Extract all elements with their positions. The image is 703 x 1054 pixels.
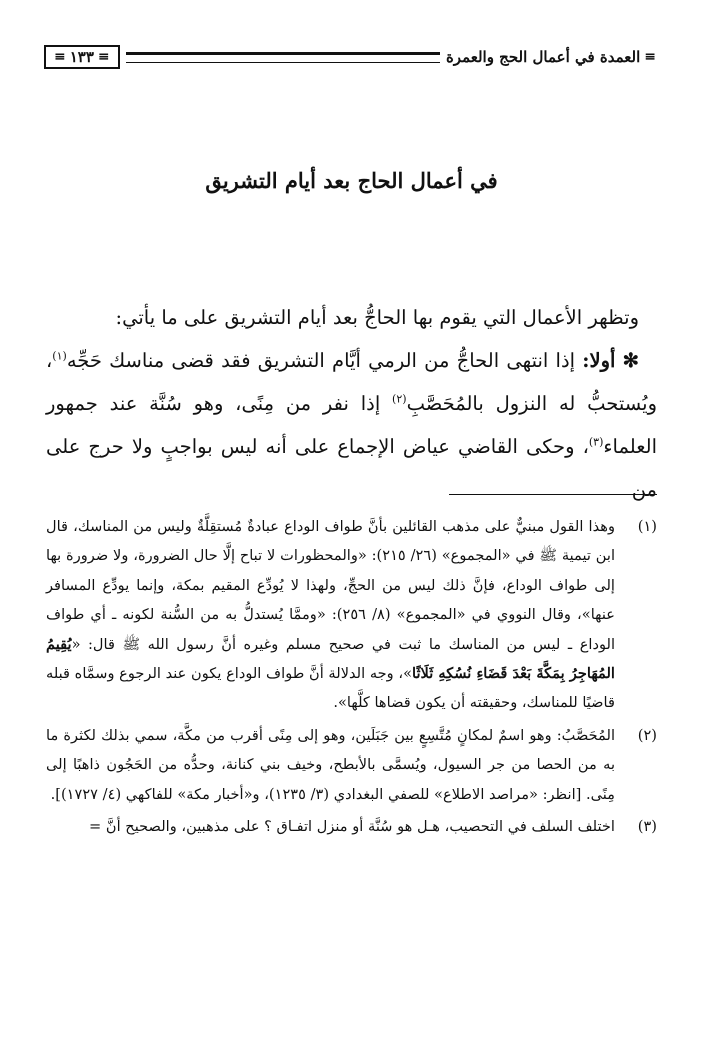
running-header [44,44,656,70]
footnote-text: اختلف السلف في التحصيب، هـل هو سُنَّة أو منزل اتفـاق ؟ على مذهبين، والصحيح أنَّ = [89,818,615,836]
text-segment: ، ويُستحبُّ له النزول بالمُحَصَّبِ [46,349,657,415]
footnote-text: المُحَصَّبُ: وهو اسمٌ لمكانٍ مُتَّسِعٍ بين جَبَلَين، وهو إلى مِنًى أقرب من مكَّة، سمي بذلك لكثرة ما به من الحصا من جر السيول، ويُسمَّى بالأبطح، وخيف بني كنانة، وحدُّه من الحَجُون ذاهبًا إلى مِنًى. [انظر: «مراصد الاطلاع» للصفي البغدادي (٣/ ١٢٣٥)، و«أخبار مكة» للفاكهي (٤/ ١٧٢٧)]. [46,726,615,803]
lead-word: أولا: [582,349,616,372]
page-bar-left: ≡ [54,49,66,65]
footnote-ref-2[interactable]: (٢) [392,392,407,406]
running-title: العمدة في أعمال الحج والعمرة [445,48,641,66]
footnote-separator [449,494,657,495]
footnote-1 [46,512,657,718]
asterisk-marker: ✻ [622,349,639,372]
page-number: ١٣٣ [69,48,94,66]
footnote-2 [46,721,657,809]
footnote-number: (٣) [637,818,657,836]
page-number-box [44,45,120,69]
text-segment: »، وجه الدلالة أنَّ طواف الوداع يكون عند الرجوع وسمَّاه قبله قاضيًا للمناسك، وحقيقته أن يكون قضاها كلَّها». [46,665,615,712]
page-bar-right: ≡ [97,49,110,65]
footnote-ref-3[interactable]: (٣) [588,435,604,449]
footnote-text [46,512,615,718]
footnote-3 [46,812,657,841]
text-segment: وهذا القول مبنيٌّ على مذهب القائلين بأنَّ طواف الوداع عبادةٌ مُستقِلَّةٌ وليس من المناسك، قال ابن تيمية ﷺ في «المجموع» (٢٦/ ٢١٥): «والمحظورات لا تباح إلَّا حال الضرورة، ولا ضرورة بها إلى طواف الوداع، فإنَّ ذلك ليس من الحجِّ، ولهذا لا يُودِّع المقيم بمكة، وإنما يودِّع المسافر عنها»، وقال النووي في «المجموع» (٨/ ٢٥٦): «وممَّا يُستدلُّ به من السُّنة لكونه ـ أي طواف الوداع ـ ليس من المناسك ما ثبت في صحيح مسلم وغيره أنَّ رسول الله ﷺ قال: « [46,518,616,653]
intro-paragraph: وتظهر الأعمال التي يقوم بها الحاجُّ بعد أيام التشريق على ما يأتي: [115,306,639,329]
header-bullet: ≡ [644,49,656,65]
footnote-ref-1[interactable]: (١) [52,349,67,363]
section-title: في أعمال الحاج بعد أيام التشريق [205,168,498,193]
text-segment: إذا نفر من مِنًى، وهو سُنَّة عند جمهور العلماء [46,392,657,458]
footnote-number: (١) [637,518,657,535]
footnotes [46,512,657,841]
main-text [46,296,657,511]
text-segment: إذا انتهى الحاجُّ من الرمي أيَّام التشريق فقد قضى مناسك حَجِّه [66,349,583,372]
hadith-quote: يُقِيمُ المُهَاجِرُ بِمَكَّةَ بَعْدَ قَضَاءِ نُسُكِهِ ثَلَاثًا [46,635,615,683]
paragraph-first [46,339,657,511]
header-rule [126,52,440,63]
text-segment: ، وحكى القاضي عياض الإجماع على أنه ليس بواجبٍ ولا حرج على من [46,435,657,501]
footnote-number: (٢) [637,726,657,744]
